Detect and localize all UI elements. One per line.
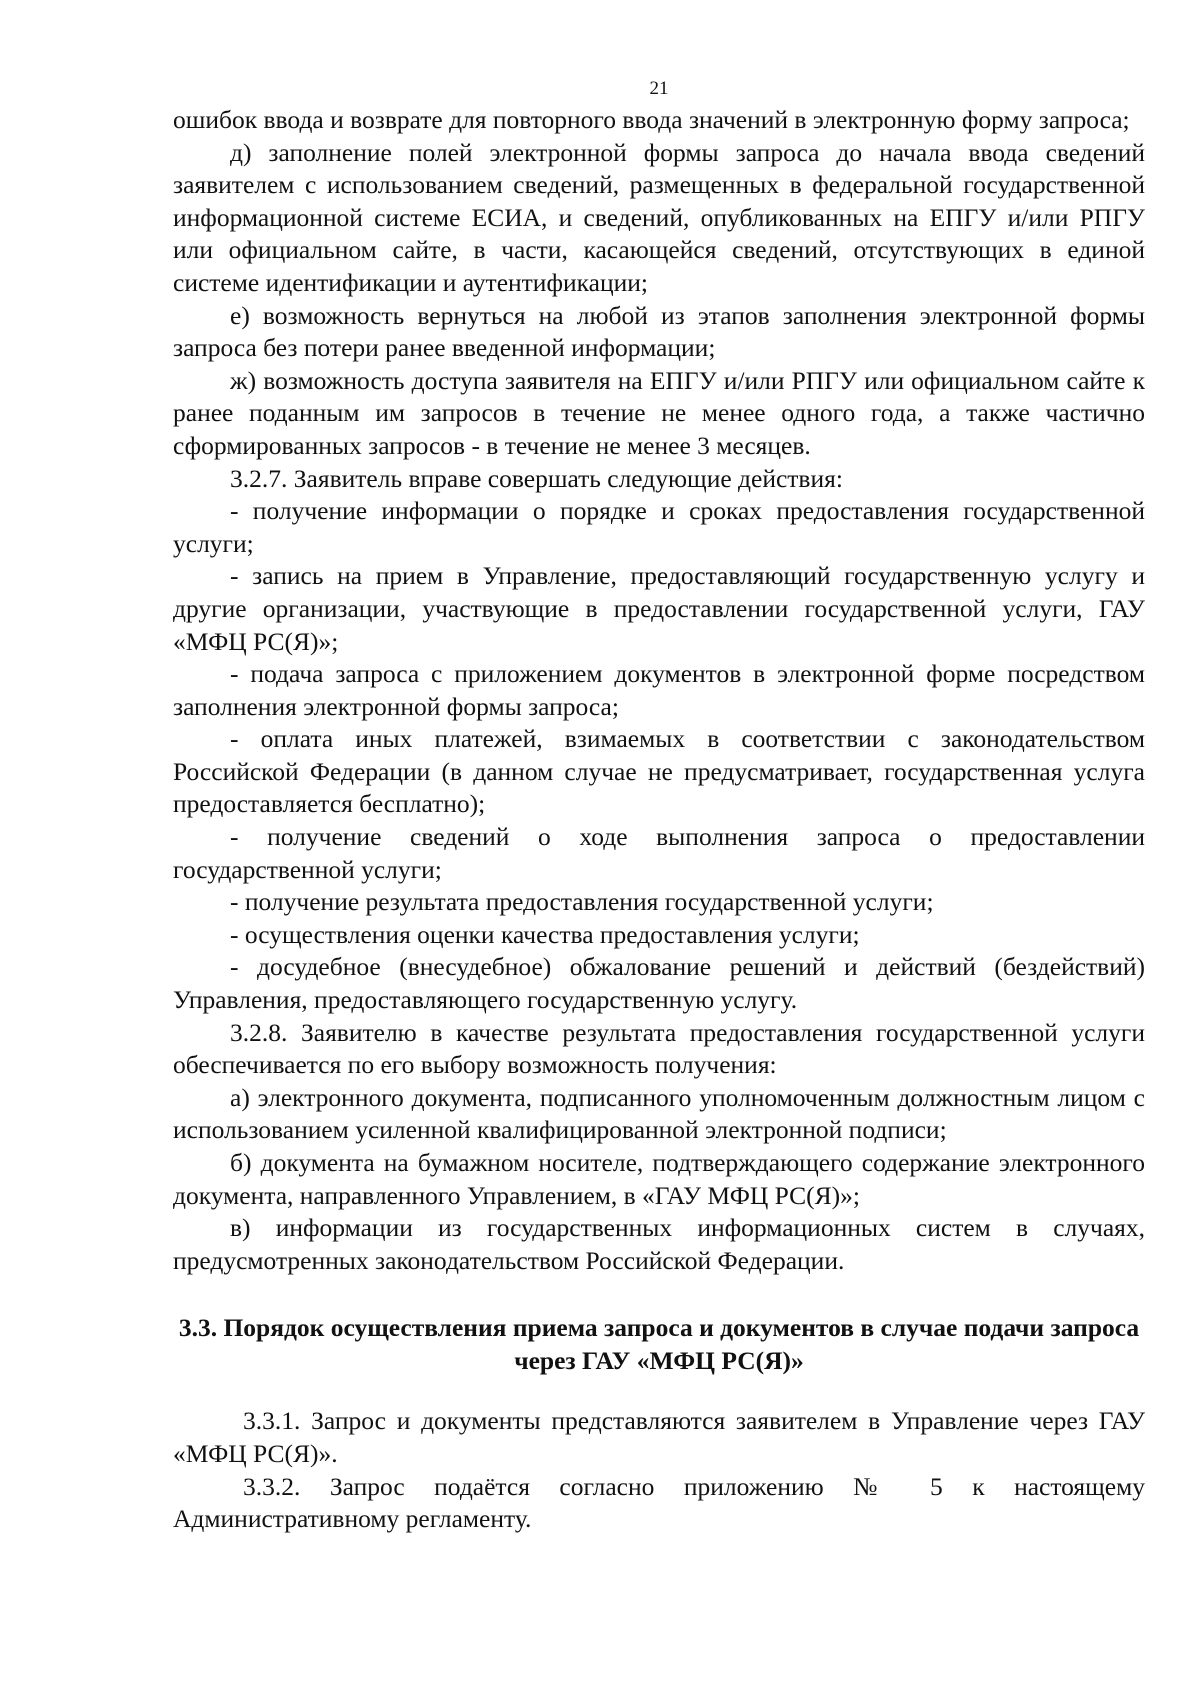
paragraph-item-b: б) документа на бумажном носителе, подтверждающего содержание электронного документа, направленного Управлением, в «ГАУ МФЦ РС(Я)»; [173,1148,1145,1210]
paragraph-item-d: д) заполнение полей электронной формы запроса до начала ввода сведений заявителем с использованием сведений, размещенных в федеральной государственной информационной системе ЕСИА, и сведений, опубликованных на ЕПГУ и/или РПГУ или официальном сайте, в части, касающейся сведений, отсутствующих в единой системе идентификации и аутентификации; [173,137,1145,297]
paragraph-item-a: а) электронного документа, подписанного уполномоченным должностным лицом с использованием усиленной квалифицированной электронной подписи; [173,1082,1145,1145]
paragraph-3-3-1: 3.3.1. Запрос и документы представляются заявителем в Управление через ГАУ «МФЦ РС(Я)». [173,1406,1145,1468]
list-item-info: - получение информации о порядке и сроках предоставления государственной услуги; [173,496,1145,558]
paragraph-item-zh: ж) возможность доступа заявителя на ЕПГУ и/или РПГУ или официальном сайте к ранее поданным им запросов в течение не менее одного года, а также частично сформированных запросов - в течение не менее 3 месяцев. [173,365,1145,460]
list-item-submission: - подача запроса с приложением документов в электронной форме посредством заполнения электронной формы запроса; [173,659,1145,721]
page-number: 21 [649,78,669,99]
paragraph-item-v: в) информации из государственных информационных систем в случаях, предусмотренных законодательством Российской Федерации. [173,1213,1145,1275]
document-page [173,78,1145,1536]
list-item-result: - получение результата предоставления государственной услуги; [230,887,934,917]
paragraph-continuation: ошибок ввода и возврате для повторного ввода значений в электронную форму запроса; [173,105,1130,134]
paragraph-3-2-7: 3.2.7. Заявитель вправе совершать следующие действия: [230,463,843,493]
paragraph-3-2-8: 3.2.8. Заявителю в качестве результата предоставления государственной услуги обеспечивается по его выбору возможность получения: [173,1017,1145,1080]
list-item-quality: - осуществления оценки качества предоставления услуги; [230,919,860,949]
list-item-appeal: - досудебное (внесудебное) обжалование решений и действий (бездействий) Управления, предоставляющего государственную услугу. [173,952,1145,1015]
paragraph-item-e: е) возможность вернуться на любой из этапов заполнения электронной формы запроса без потери ранее введенной информации; [173,300,1145,363]
section-heading: 3.3. Порядок осуществления приема запроса и документов в случае подачи запроса через ГАУ «МФЦ РС(Я)» [178,1313,1140,1376]
list-item-appointment: - запись на прием в Управление, предоставляющий государственную услугу и другие организации, участвующие в предоставлении государственной услуги, ГАУ «МФЦ РС(Я)»; [173,561,1145,656]
document-body [173,104,1145,1536]
list-item-payment: - оплата иных платежей, взимаемых в соответствии с законодательством Российской Федерации (в данном случае не предусматривает, государственная услуга предоставляется бесплатно); [173,724,1145,819]
paragraph-3-3-2: 3.3.2. Запрос подаётся согласно приложению № 5 к настоящему Административному регламенту. [173,1471,1145,1534]
list-item-status: - получение сведений о ходе выполнения запроса о предоставлении государственной услуги; [173,822,1145,884]
